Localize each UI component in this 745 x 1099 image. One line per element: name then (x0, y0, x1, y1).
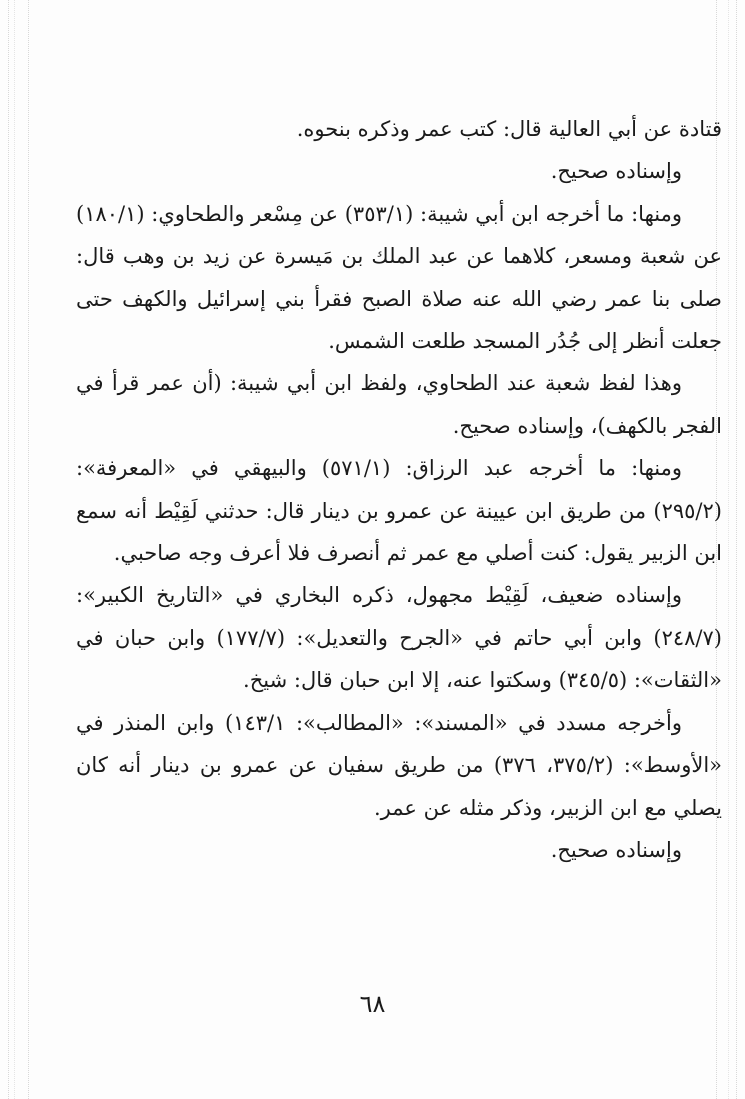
paragraph: وإسناده ضعيف، لَقِيْط مجهول، ذكره البخاري في «التاريخ الكبير»: (٢٤٨/٧) وابن أبي حاتم في «الجرح والتعديل»: (١٧٧/٧) وابن حبان في «الثقات»: (٣٤٥/٥) وسكتوا عنه، إلا ابن حبان قال: شيخ. (76, 583, 722, 693)
paragraph: وإسناده صحيح. (550, 159, 682, 184)
paragraph: وأخرجه مسدد في «المسند»: «المطالب»: ١٤٣/١) وابن المنذر في «الأوسط»: (٣٧٥/٢، ٣٧٦) من طريق سفيان عن عمرو بن دينار أنه كان يصلي مع ابن الزبير، وذكر مثله عن عمر. (76, 710, 722, 820)
margin-guide-line (14, 0, 15, 1099)
paragraph: ومنها: ما أخرجه ابن أبي شيبة: (٣٥٣/١) عن مِسْعر والطحاوي: (١٨٠/١) عن شعبة ومسعر، كلاهما عن عبد الملك بن مَيسرة عن زيد بن وهب قال: صلى بنا عمر رضي الله عنه صلاة الصبح فقرأ بني إسرائيل والكهف حتى جعلت أنظر إلى جُدُر المسجد طلعت الشمس. (76, 201, 722, 354)
paragraph: وإسناده صحيح. (550, 837, 682, 862)
margin-guide-line (728, 0, 729, 1099)
page-number: ٦٨ (359, 990, 386, 1018)
body-text (76, 108, 722, 871)
margin-guide-line (736, 0, 737, 1099)
margin-guide-line (8, 0, 9, 1099)
margin-guide-line (28, 0, 29, 1099)
paragraph: قتادة عن أبي العالية قال: كتب عمر وذكره بنحوه. (296, 117, 722, 141)
paragraph: ومنها: ما أخرجه عبد الرزاق: (٥٧١/١) والبيهقي في «المعرفة»: (٢٩٥/٢) من طريق ابن عيينة عن عمرو بن دينار قال: حدثني لَقِيْط أنه سمع ابن الزبير يقول: كنت أصلي مع عمر ثم أنصرف فلا أعرف وجه صاحبي. (76, 456, 722, 566)
paragraph: وهذا لفظ شعبة عند الطحاوي، ولفظ ابن أبي شيبة: (أن عمر قرأ في الفجر بالكهف)، وإسناده صحيح. (76, 371, 722, 438)
